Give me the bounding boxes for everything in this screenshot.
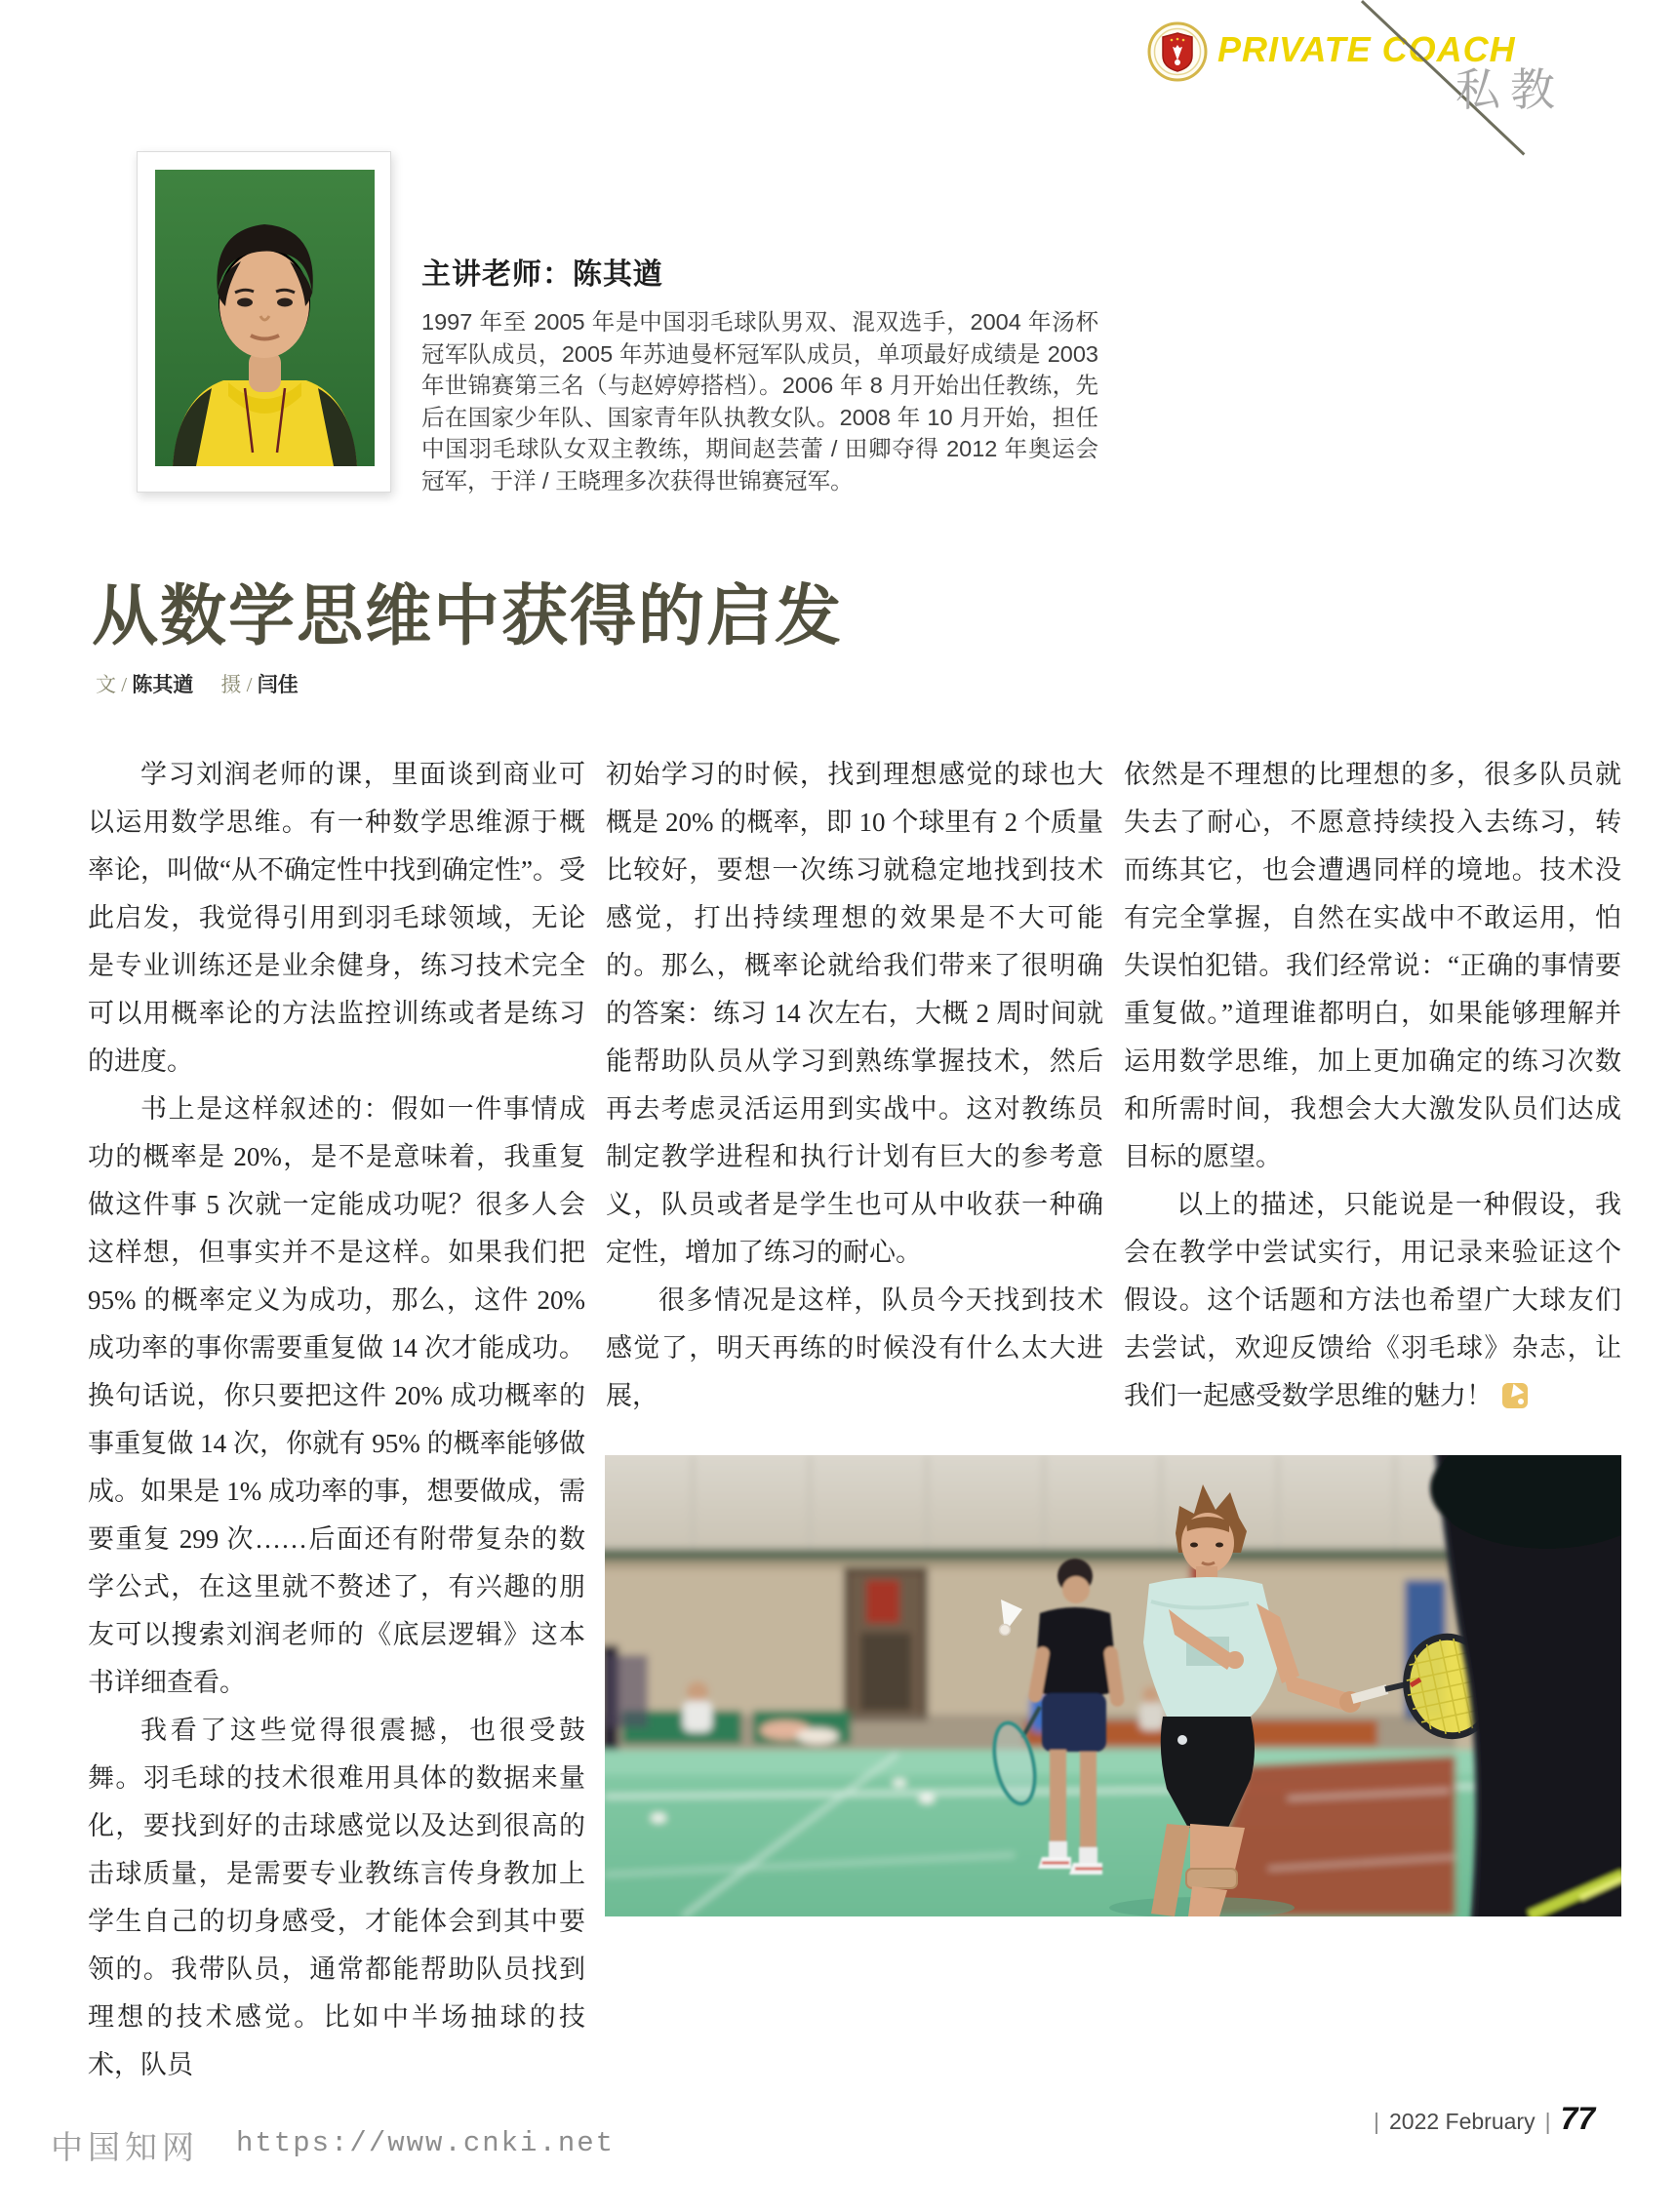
article-end-shuttlecock-icon [1502, 1383, 1528, 1408]
coach-portrait-photo [137, 151, 391, 493]
folio-bar: | [1544, 2109, 1551, 2134]
badminton-association-emblem-icon [1147, 21, 1208, 82]
article-column-1 [88, 751, 585, 2089]
coach-photo-illustration [155, 170, 375, 466]
footer-folio [1364, 2101, 1595, 2137]
article-paragraph: 我看了这些觉得很震撼，也很受鼓舞。羽毛球的技术很难用具体的数据来量化，要找到好的击球感觉以及达到很高的击球质量，是需要专业教练言传身教加上学生自己的切身感受，才能体会到其中要领的。我带队员，通常都能帮助队员找到理想的技术感觉。比如中半场抽球的技术，队员 [88, 1716, 585, 2079]
training-photo [605, 1455, 1621, 1916]
article-paragraph: 依然是不理想的比理想的多，很多队员就失去了耐心，不愿意持续投入去练习，转而练其它，也会遭遇同样的境地。技术没有完全掌握，自然在实战中不敢运用，怕失误怕犯错。我们经常说：“正确的事情要重复做。”道理谁都明白，如果能够理解并运用数学思维，加上更加确定的练习次数和所需时间，我想会大大激发队员们达成目标的愿望。 [1124, 760, 1621, 1171]
byline [96, 669, 299, 698]
cnki-watermark-url: https://www.cnki.net [236, 2127, 616, 2159]
byline-text-label: 文 / [96, 673, 133, 696]
training-photo-illustration [605, 1455, 1621, 1916]
byline-author: 陈其遒 [132, 673, 194, 696]
article-paragraph: 书上是这样叙述的：假如一件事情成功的概率是 20%，是不是意味着，我重复做这件事 5 次就一定能成功呢？很多人会这样想，但事实并不是这样。如果我们把 95% 的概率定义为成功，那么，这件 20% 成功率的事你需要重复做 14 次才能成功。换句话说，你只要把这件 20% 成功概率的事重复做 14 次，你就有 95% 的概率能够做成。如果是 1% 成功率的事，想要做成，需要重复 299 次……后面还有附带复杂的数学公式，在这里就不赘述了，有兴趣的朋友可以搜索刘润老师的《底层逻辑》这本书详细查看。 [88, 1094, 585, 1697]
article-title: 从数学思维中获得的启发 [92, 579, 844, 653]
coach-name-heading: 主讲老师：陈其遒 [421, 258, 663, 291]
article-paragraph: 很多情况是这样，队员今天找到技术感觉了，明天再练的时候没有什么太大进展， [606, 1285, 1103, 1410]
article-paragraph: 学习刘润老师的课，里面谈到商业可以运用数学思维。有一种数学思维源于概率论，叫做“从不确定性中找到确定性”。受此启发，我觉得引用到羽毛球领域，无论是专业训练还是业余健身，练习技术完全可以用概率论的方法监控训练或者是练习的进度。 [88, 760, 585, 1076]
section-name-cn: 私教 [1456, 65, 1565, 115]
coach-bio-text: 1997 年至 2005 年是中国羽毛球队男双、混双选手，2004 年汤杯冠军队成员，2005 年苏迪曼杯冠军队成员，单项最好成绩是 2003 年世锦赛第三名（与赵婷婷搭档）。2006 年 8 月开始出任教练，先后在国家少年队、国家青年队执教女队。2008 年 10 月开始，担任中国羽毛球队女双主教练，期间赵芸蕾 / 田卿夺得 2012 年奥运会冠军，于洋 / 王晓理多次获得世锦赛冠军。 [421, 309, 1098, 494]
cnki-watermark-cn: 中国知网 [51, 2131, 199, 2166]
article-paragraph: 以上的描述，只能说是一种假设，我会在教学中尝试实行，用记录来验证这个假设。这个话题和方法也希望广大球友们去尝试，欢迎反馈给《羽毛球》杂志，让我们一起感受数学思维的魅力！ [1124, 1190, 1621, 1410]
byline-photo-label: 摄 / [220, 673, 258, 696]
article-paragraph: 初始学习的时候，找到理想感觉的球也大概是 20% 的概率，即 10 个球里有 2 个质量比较好，要想一次练习就稳定地找到技术感觉，打出持续理想的效果是不大可能的。那么，概率论就给我们带来了很明确的答案：练习 14 次左右，大概 2 周时间就能帮助队员从学习到熟练掌握技术，然后再去考虑灵活运用到实战中。这对教练员制定教学进程和执行计划有巨大的参考意义，队员或者是学生也可从中收获一种确定性，增加了练习的耐心。 [606, 760, 1103, 1267]
page-number: 77 [1560, 2101, 1596, 2136]
byline-photographer: 闫佳 [257, 673, 299, 696]
column-brand-title: PRIVATE COACH [1217, 29, 1516, 69]
issue-date: 2022 February [1388, 2109, 1535, 2134]
folio-bar: | [1374, 2109, 1379, 2134]
